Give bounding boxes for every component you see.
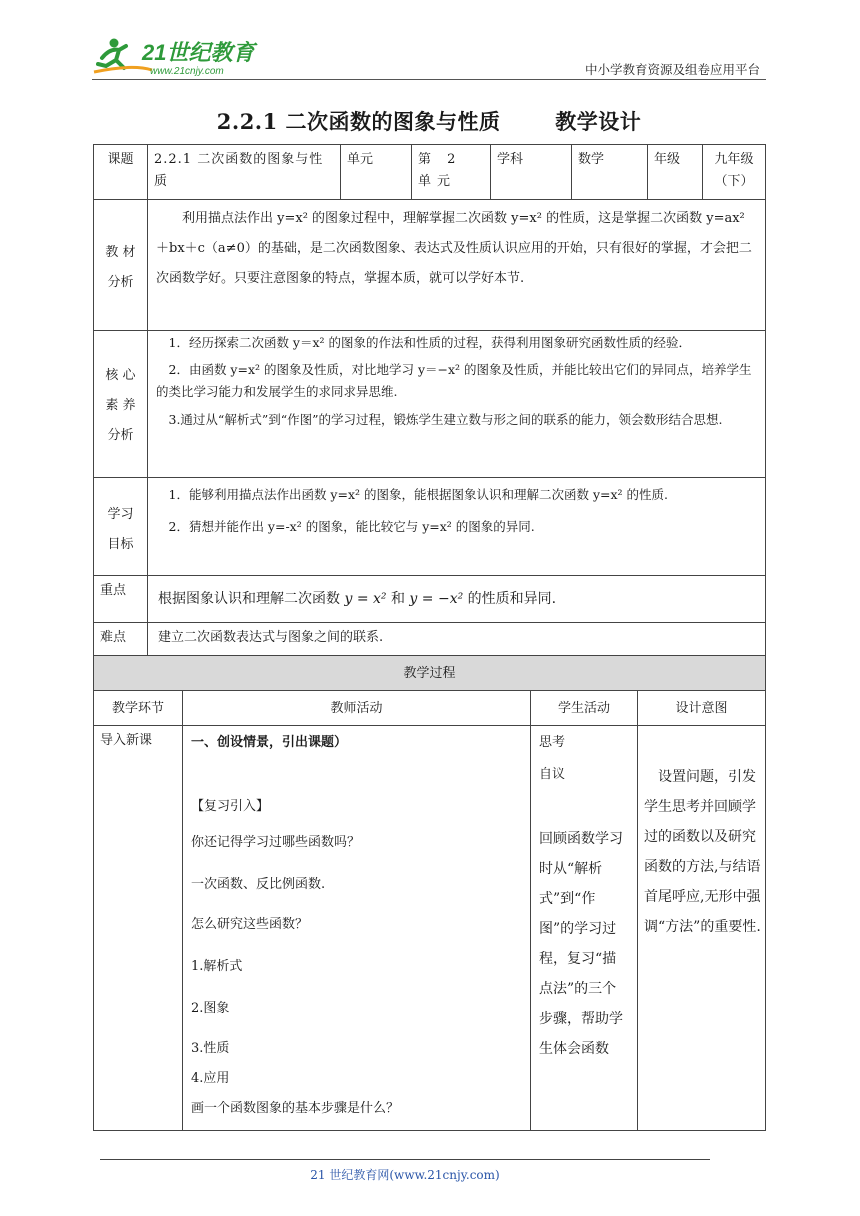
teacher-activity-cell <box>182 725 531 1131</box>
header-divider <box>92 79 766 80</box>
process-title: 教学过程 <box>93 655 766 691</box>
teacher-line-review: 【复习引入】 <box>191 799 270 814</box>
key-point-connector: 和 <box>390 591 405 607</box>
analysis-label: 教 材 分析 <box>93 199 148 331</box>
header-student: 学生活动 <box>530 690 638 726</box>
logo-main-text: 21世纪教育 <box>142 40 255 65</box>
key-point-text <box>147 575 766 623</box>
key-point-after: 的性质和异同. <box>467 591 557 607</box>
footer-divider <box>100 1159 710 1160</box>
difficulty-text: 建立二次函数表达式与图象之间的联系. <box>147 622 766 656</box>
subject-label: 学科 <box>490 144 572 200</box>
key-point-formula-1: y = x² <box>344 591 387 607</box>
difficulty-label: 难点 <box>93 622 148 656</box>
core-item-3: 3.通过从“解析式”到“作图”的学习过程，锻炼学生建立数与形之间的联系的能力，领会数形结合思想. <box>168 412 723 427</box>
key-point-before: 根据图象认识和理解二次函数 <box>158 591 340 607</box>
grade-label: 年级 <box>647 144 703 200</box>
student-line-review: 回顾函数学习时从“解析式”到“作图”的学习过程，复习“描点法”的三个步骤，帮助学生体会函数 <box>539 831 623 1057</box>
key-point-formula-2: y = −x² <box>409 591 464 607</box>
unit-value: 第 2 单元 <box>411 144 491 200</box>
student-line-discuss: 自议 <box>539 767 566 782</box>
teacher-line-step4: 4.应用 <box>191 1071 230 1086</box>
header-stage: 教学环节 <box>93 690 183 726</box>
goals-list <box>147 477 766 576</box>
subject-value: 数学 <box>571 144 648 200</box>
site-tagline: 中小学教育资源及组卷应用平台 <box>584 62 760 77</box>
key-point-label: 重点 <box>93 575 148 623</box>
design-intent-cell <box>637 725 766 1131</box>
course-value: 2.2.1 二次函数的图象与性质 <box>147 144 341 200</box>
teacher-line-a1: 一次函数、反比例函数. <box>191 877 326 892</box>
unit-label: 单元 <box>340 144 412 200</box>
goal-item-2: 2．猜想并能作出 y=-x² 的图象，能比较它与 y=x² 的图象的异同. <box>168 519 535 534</box>
student-line-think: 思考 <box>539 735 566 750</box>
core-label: 核 心 素 养 分析 <box>93 330 148 478</box>
teacher-line-heading: 一、创设情景，引出课题） <box>191 735 348 750</box>
stage-cell: 导入新课 <box>93 725 183 1131</box>
goal-item-1: 1．能够利用描点法作出函数 y=x² 的图象，能根据图象认识和理解二次函数 y=x² 的性质. <box>168 487 669 502</box>
footer-text: 21 世纪教育网(www.21cnjy.com) <box>310 1168 500 1182</box>
teacher-line-step3: 3.性质 <box>191 1041 230 1056</box>
analysis-text: 利用描点法作出 y=x² 的图象过程中，理解掌握二次函数 y=x² 的性质，这是掌握二次函数 y=ax²＋bx＋c（a≠0）的基础，是二次函数图象、表达式及性质认识应用的开始，只有很好的掌握，才会把二次函数学好。只要注意图象的特点，掌握本质，就可以学好本节. <box>147 199 766 331</box>
core-list <box>147 330 766 478</box>
grade-value: 九年级（下） <box>702 144 766 200</box>
teacher-line-step2: 2.图象 <box>191 1001 230 1016</box>
design-intent-text: 设置问题，引发学生思考并回顾学过的函数以及研究函数的方法,与结语首尾呼应,无形中强调“方法”的重要性. <box>644 769 761 935</box>
logo-url-text: www.21cnjy.com <box>150 66 224 77</box>
course-label: 课题 <box>93 144 148 200</box>
core-item-2: 2．由函数 y=x² 的图象及性质，对比地学习 y＝−x² 的图象及性质，并能比较出它们的异同点，培养学生的类比学习能力和发展学生的求同求异思维. <box>156 362 752 399</box>
core-item-1: 1．经历探索二次函数 y＝x² 的图象的作法和性质的过程，获得利用图象研究函数性质的经验． <box>168 335 692 350</box>
header-intent: 设计意图 <box>637 690 766 726</box>
student-activity-cell <box>530 725 638 1131</box>
document-title: 2.2.1 二次函数的图象与性质 教学设计 <box>216 109 642 134</box>
site-logo <box>92 36 272 80</box>
runner-logo-icon <box>92 36 272 80</box>
goals-label: 学习 目标 <box>93 477 148 576</box>
teacher-line-q1: 你还记得学习过哪些函数吗？ <box>191 835 361 850</box>
teacher-line-q2: 怎么研究这些函数？ <box>191 917 309 932</box>
teacher-line-q3: 画一个函数图象的基本步骤是什么？ <box>191 1101 400 1116</box>
header-teacher: 教师活动 <box>182 690 531 726</box>
teacher-line-step1: 1.解析式 <box>191 959 243 974</box>
